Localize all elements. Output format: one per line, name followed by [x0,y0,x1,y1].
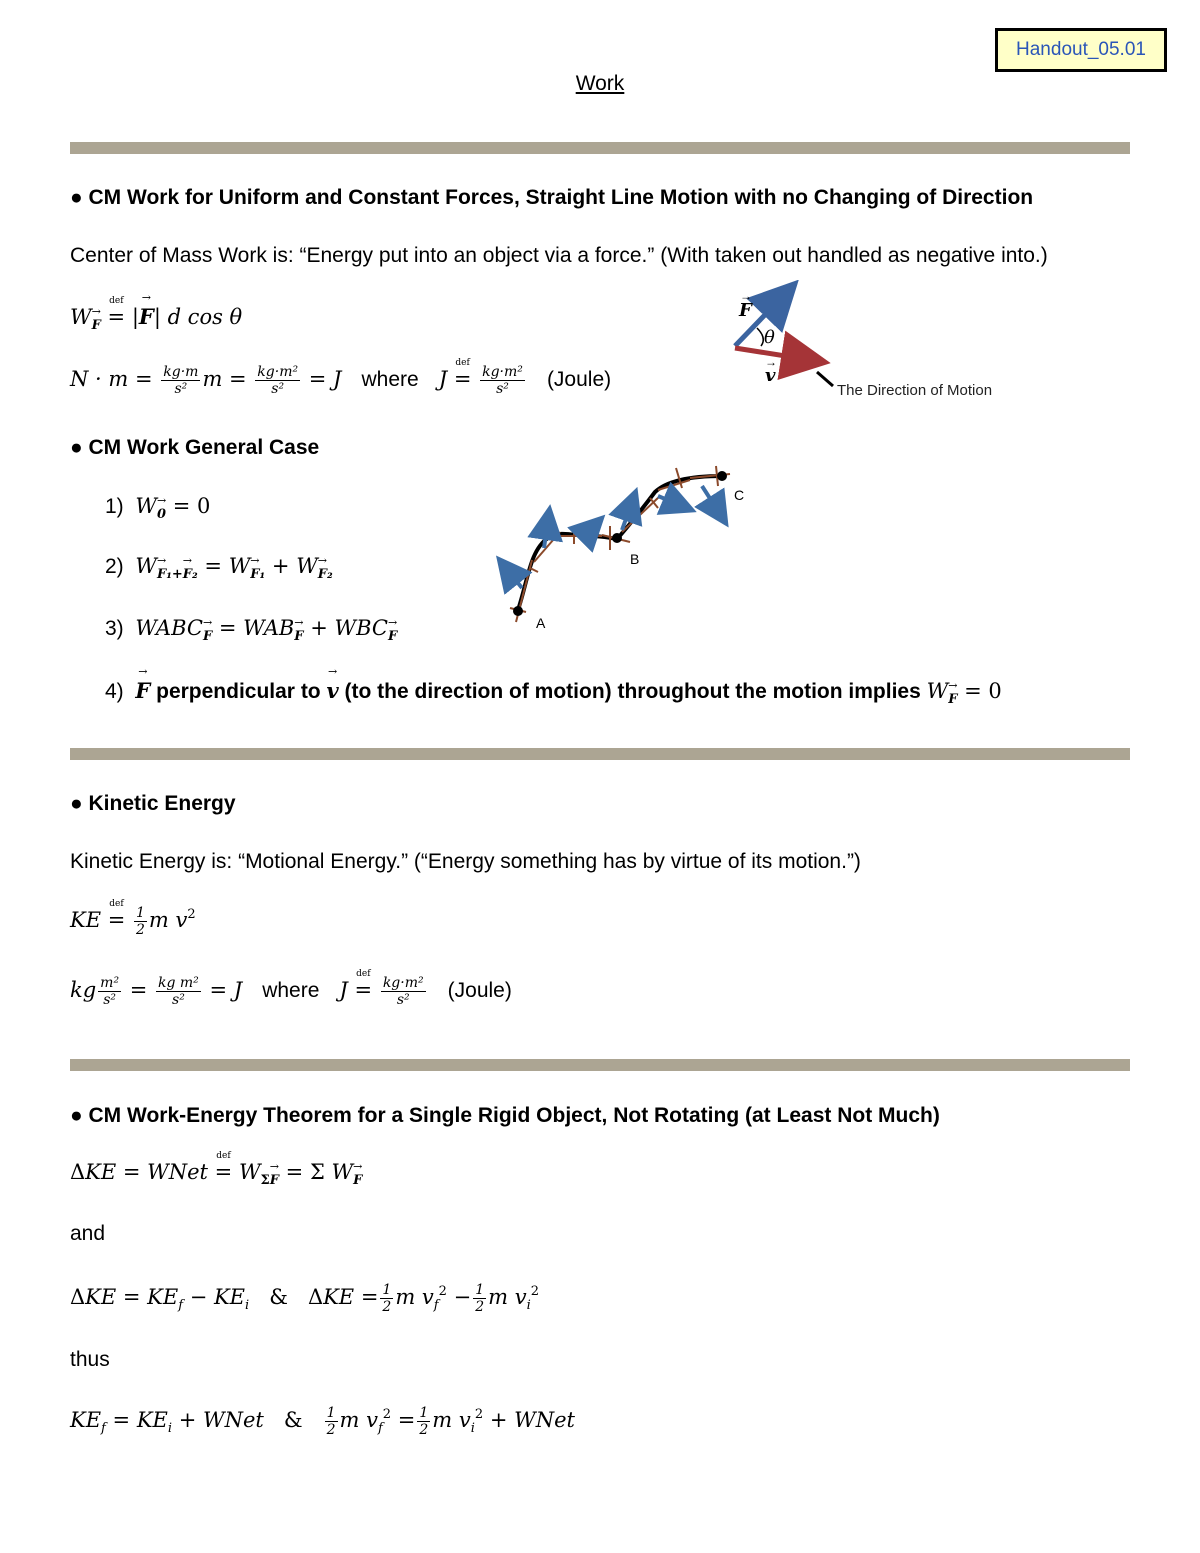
rule-number: 4) [105,680,124,703]
kinetic-energy-definition: Kinetic Energy is: “Motional Energy.” (“Energy something has by virtue of its motion.”) [70,850,861,873]
joule-units-formula: N · m = $\frac{kg\cdot m}{\text{s²}}$ m = $\frac{\text{kg·m²}}{\text{s²}}$ = J where J def = $\frac{\text{kg·m²}}{\text{s²}}$ (Joule) [70,358,612,397]
delta-ke-formula: $\Delta KE = KE_f - KE_i$ & ΔKE = $\frac{1}{2}$ m $v_f^2$ − $\frac{1}{2}$ m $v_i^2$ [70,1282,540,1315]
final-ke-formula: $KE_f = KE_i$ + WNet & $\frac{1}{2}$ m $v_f^2$ = $\frac{1}{2}$ m $v_i^2$ + WNet [70,1405,575,1438]
angle-arc [757,328,763,346]
work-formula: W→ $_F$ def = |→ F| d cos θ [70,304,242,333]
work-definition: Center of Mass Work is: “Energy put into an object via a force.” (With taken out handled as negative into.) [70,244,1048,267]
kinetic-energy-units: kg $\frac{\text{m²}}{\text{s²}}$ = $\frac{\text{kg m²}}{\text{s²}}$ = J where J def = $\frac{\text{kg·m²}}{\text{s²}}$ (Joule) [70,969,512,1008]
point-c-dot [717,471,727,481]
rule-number: 2) [105,555,124,578]
point-b-dot [612,533,622,543]
rule-number: 1) [105,495,124,518]
rule-4: 4) → F perpendicular to → v (to the direction of motion) throughout the motion implies W→ $_F$ = 0 [105,678,1002,707]
force-label: F [739,300,752,321]
force-vec-arrow: → [740,289,752,303]
velocity-vec-arrow: → [765,355,777,369]
net-work-formula: ΔKE = WNet def = $W_{\Sigma\to F} = \Sigma$ W→ $_F$ [70,1160,362,1188]
point-b-label: B [630,551,640,567]
section-heading-work-general: ● CM Work General Case [70,436,320,459]
section-heading-work-energy-theorem: ● CM Work-Energy Theorem for a Single Rigid Object, Not Rotating (at Least Not Much) [70,1104,940,1127]
handout-label: Handout_05.01 [995,28,1167,72]
section-heading-work-constant: ● CM Work for Uniform and Constant Forces, Straight Line Motion with no Changing of Direction [70,186,1034,209]
kinetic-energy-formula: KE def = $\frac{1}{2}$ m $v^2$ [70,899,196,938]
point-a-label: A [536,615,546,631]
caption-pointer [817,372,833,386]
motion-path [518,476,722,610]
section-divider [70,1059,1130,1071]
rule-3: 3) WABC→ $_F$ = WAB→ $_F$ + WBC→ $_F$ [105,616,397,644]
where-label: where [262,979,320,1002]
section-divider [70,748,1130,760]
direction-of-motion-caption: The Direction of Motion [837,382,993,399]
velocity-label: v [765,365,776,386]
where-label: where [361,368,419,391]
rule-2: 2) W→ $_{F_1+\to F_2}$ = W→ $_{F_1}$ + W→ $_{F_2}$ [105,554,333,582]
path-work-diagram [490,460,760,640]
rule-4-text-b: (to the direction of motion) throughout the motion implies [338,680,927,703]
thus-label: thus [70,1348,110,1371]
rule-4-text-a: perpendicular to [150,680,327,703]
and-label: and [70,1222,106,1245]
joule-label: (Joule) [546,368,612,391]
theta-label: θ [764,327,775,348]
joule-label: (Joule) [447,979,512,1002]
point-a-dot [513,606,523,616]
point-c-label: C [734,487,745,503]
section-divider [70,142,1130,154]
page-title: Work [575,72,625,95]
force-velocity-diagram [725,280,1025,410]
rule-1: 1) W→ $_0$ = 0 [105,494,210,522]
rule-number: 3) [105,617,124,640]
section-heading-kinetic-energy: ● Kinetic Energy [70,792,236,815]
